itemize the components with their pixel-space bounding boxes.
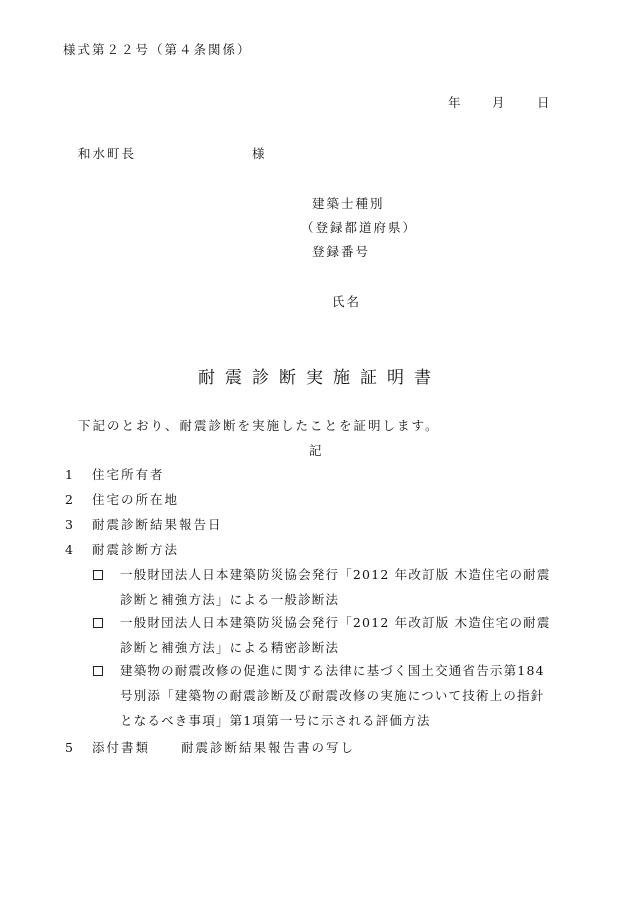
method-checkbox-general[interactable] — [93, 570, 103, 580]
item-number: 2 — [65, 492, 73, 507]
item-number: 5 — [65, 740, 73, 755]
addressee-honorific: 様 — [252, 146, 265, 161]
attachment-value: 耐震診断結果報告書の写し — [181, 740, 356, 755]
method-text-line: 号別添「建築物の耐震診断及び耐震改修の実施について技術上の指針 — [120, 688, 545, 703]
architect-registration-number: 登録番号 — [312, 244, 371, 259]
item-label-report-date: 耐震診断結果報告日 — [92, 517, 223, 532]
form-number: 様式第２２号（第４条関係） — [63, 42, 252, 57]
method-text-line: 建築物の耐震改修の促進に関する法律に基づく国土交通省告示第184 — [120, 663, 545, 678]
date-year-label: 年 — [448, 95, 461, 110]
date-day-label: 日 — [537, 95, 550, 110]
item-number: 1 — [65, 467, 73, 482]
architect-qualification: 建築士種別 — [312, 196, 385, 211]
ki-label: 記 — [309, 443, 322, 458]
method-checkbox-notice[interactable] — [93, 666, 103, 676]
architect-name: 氏名 — [332, 294, 362, 309]
item-label-method: 耐震診断方法 — [92, 542, 180, 557]
method-text-line: 診断と補強方法」による一般診断法 — [120, 592, 340, 607]
method-text-line: 診断と補強方法」による精密診断法 — [120, 640, 340, 655]
method-text-line: 一般財団法人日本建築防災協会発行「2012 年改訂版 木造住宅の耐震 — [120, 567, 551, 582]
item-label-owner: 住宅所有者 — [92, 467, 165, 482]
item-number: 3 — [65, 517, 73, 532]
addressee-name: 和水町長 — [78, 146, 137, 161]
attachment-label: 添付書類 — [92, 740, 151, 755]
method-text-line: 一般財団法人日本建築防災協会発行「2012 年改訂版 木造住宅の耐震 — [120, 615, 551, 630]
method-text-line: となるべき事項」第1項第一号に示される評価方法 — [120, 713, 431, 728]
method-checkbox-precise[interactable] — [93, 618, 103, 628]
page-title: 耐震診断実施証明書 — [198, 368, 441, 388]
date-month-label: 月 — [492, 95, 505, 110]
item-label-location: 住宅の所在地 — [92, 492, 180, 507]
item-number: 4 — [65, 542, 73, 557]
intro-text: 下記のとおり、耐震診断を実施したことを証明します。 — [78, 418, 440, 433]
architect-registration-place: （登録都道府県） — [301, 220, 418, 235]
